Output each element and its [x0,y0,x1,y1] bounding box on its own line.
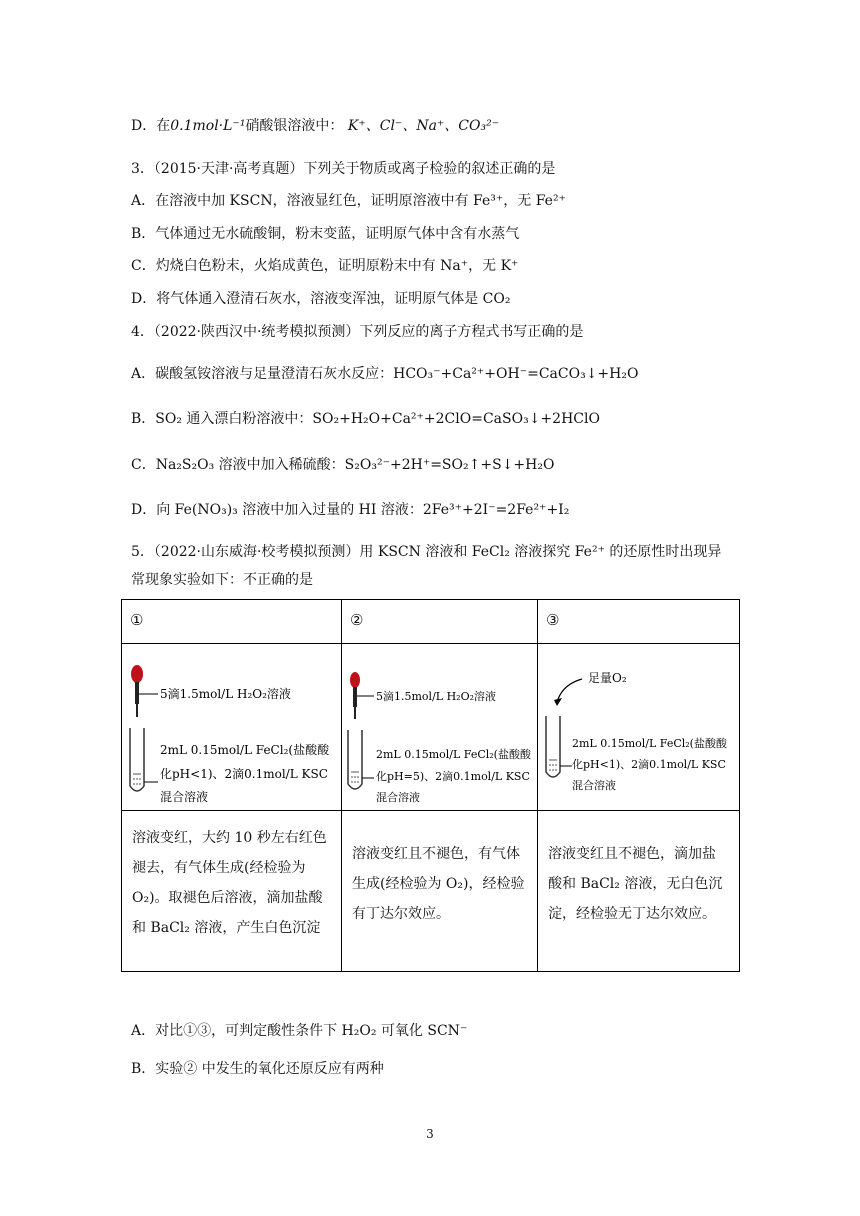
dropper-label: 5滴1.5mol/L H₂O₂溶液 [376,690,497,703]
q5-option-b: B．实验② 中发生的氧化还原反应有两种 [131,1061,384,1077]
experiment-1-diagram [122,644,340,810]
q3-option-a: A．在溶液中加 KSCN，溶液显红色，证明原溶液中有 Fe³⁺，无 Fe²⁺ [131,193,566,209]
q4-option-d: D．向 Fe(NO₃)₃ 溶液中加入过量的 HI 溶液：2Fe³⁺+2I⁻=2Fe²⁺+I₂ [131,502,570,518]
figure-cell-1 [122,644,342,811]
dropper-icon [131,665,143,717]
test-tube-icon [130,728,144,791]
q3-stem: 3．（2015·天津·高考真题）下列关于物质或离子检验的叙述正确的是 [131,161,556,177]
table-header-row [122,600,740,644]
dropper-label: 5滴1.5mol/L H₂O₂溶液 [160,687,291,701]
q3-option-c: C．灼烧白色粉末，火焰成黄色，证明原粉末中有 Na⁺，无 K⁺ [131,258,519,274]
tube-label-line1: 2mL 0.15mol/L FeCl₂(盐酸酸 [572,737,727,750]
tube-label-line3: 混合溶液 [160,790,209,804]
test-tube-icon [348,730,362,789]
tube-label-line2: 化pH<1)、2滴0.1mol/L KSC [572,758,726,771]
q4-option-c: C．Na₂S₂O₃ 溶液中加入稀硫酸：S₂O₃²⁻+2H⁺=SO₂↑+S↓+H₂O [131,457,555,473]
tube-label-line3: 混合溶液 [376,791,420,804]
tube-label-line2: 化pH<1)、2滴0.1mol/L KSC [160,767,328,781]
q3-option-d: D．将气体通入澄清石灰水，溶液变浑浊，证明原气体是 CO₂ [131,291,511,307]
tube-label-line3: 混合溶液 [572,779,616,792]
experiment-table [121,599,740,972]
arrow-icon [554,679,582,706]
q5-stem-line1: 5．（2022·山东威海·校考模拟预测）用 KSCN 溶液和 FeCl₂ 溶液探究 Fe²⁺ 的还原性时出现异 [131,544,722,560]
gas-label: 足量O₂ [588,671,627,685]
test-tube-icon [546,716,560,777]
page-number: 3 [426,1127,434,1141]
result-cell-1: 溶液变红，大约 10 秒左右红色褪去，有气体生成(经检验为 O₂)。取褪色后溶液，滴加盐酸和 BaCl₂ 溶液，产生白色沉淀 [122,811,342,972]
result-cell-3: 溶液变红且不褪色，滴加盐酸和 BaCl₂ 溶液，无白色沉淀，经检验无丁达尔效应。 [538,811,740,972]
table-header-cell: ① [122,600,342,644]
table-header-cell: ③ [538,600,740,644]
q3-option-b: B．气体通过无水硫酸铜，粉末变蓝，证明原气体中含有水蒸气 [131,226,520,242]
tube-label-line2: 化pH=5)、2滴0.1mol/L KSC [376,770,530,783]
table-figure-row [122,644,740,811]
tube-label-line1: 2mL 0.15mol/L FeCl₂(盐酸酸 [376,748,531,761]
q5-stem-line2: 常现象实验如下：不正确的是 [131,572,313,588]
q4-option-a: A．碳酸氢铵溶液与足量澄清石灰水反应：HCO₃⁻+Ca²⁺+OH⁻=CaCO₃↓+H₂O [131,366,639,382]
q5-option-a: A．对比①③，可判定酸性条件下 H₂O₂ 可氧化 SCN⁻ [131,1023,468,1039]
q4-stem: 4．（2022·陕西汉中·统考模拟预测）下列反应的离子方程式书写正确的是 [131,324,584,340]
experiment-2-diagram [342,644,536,810]
table-header-cell: ② [342,600,538,644]
table-result-row [122,811,740,972]
experiment-3-diagram [538,644,738,810]
equation: 2Fe³⁺+2I⁻=2Fe²⁺+I₂ [422,502,570,518]
figure-cell-3 [538,644,740,811]
tube-label-line1: 2mL 0.15mol/L FeCl₂(盐酸酸 [160,743,330,757]
q2-option-d: D．在0.1mol·L⁻¹硝酸银溶液中： K⁺、Cl⁻、Na⁺、CO₃²⁻ [131,118,500,134]
equation: SO₂+H₂O+Ca²⁺+2ClO=CaSO₃↓+2HClO [312,411,600,427]
equation: S₂O₃²⁻+2H⁺=SO₂↑+S↓+H₂O [344,457,555,473]
q4-option-b: B．SO₂ 通入漂白粉溶液中：SO₂+H₂O+Ca²⁺+2ClO=CaSO₃↓+2HClO [131,411,600,427]
figure-cell-2 [342,644,538,811]
equation: HCO₃⁻+Ca²⁺+OH⁻=CaCO₃↓+H₂O [393,366,639,382]
result-cell-2: 溶液变红且不褪色，有气体生成(经检验为 O₂)，经检验有丁达尔效应。 [342,811,538,972]
